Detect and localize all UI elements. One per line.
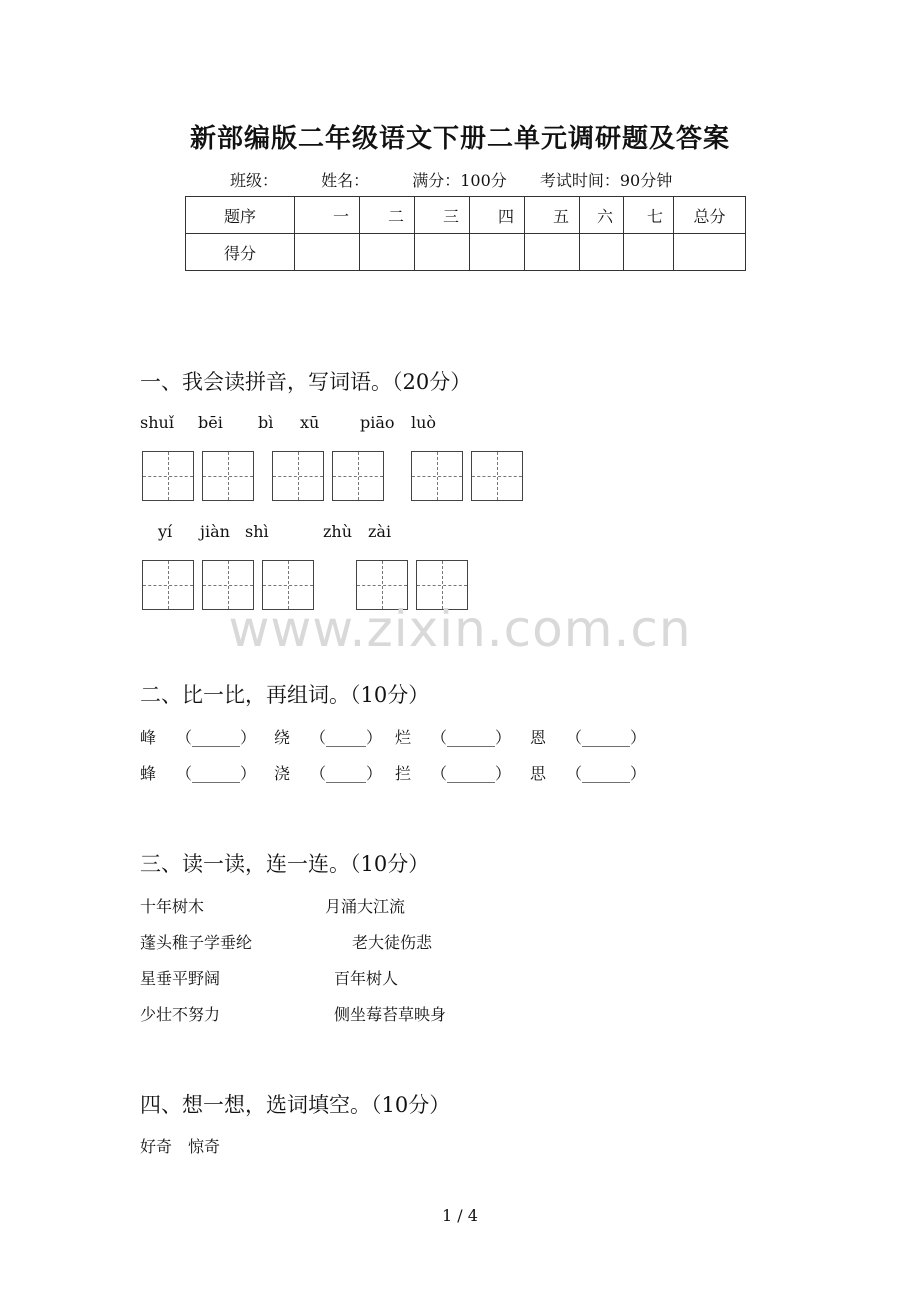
word-blank[interactable]: （______） bbox=[566, 764, 647, 783]
score-table-score-row bbox=[186, 234, 746, 271]
page-title: 新部编版二年级语文下册二单元调研题及答案 bbox=[189, 124, 730, 154]
score-table-header-row bbox=[186, 197, 746, 234]
score-header-cell: 六 bbox=[580, 197, 624, 234]
writing-grid[interactable] bbox=[142, 451, 194, 501]
match-right-item[interactable]: 老大徒伤悲 bbox=[352, 933, 433, 952]
writing-grid[interactable] bbox=[202, 451, 254, 501]
compare-row-1 bbox=[140, 725, 156, 748]
page-number: 1 / 4 bbox=[442, 1206, 478, 1225]
pinyin: zhù bbox=[323, 522, 353, 541]
match-left-item[interactable]: 蓬头稚子学垂纶 bbox=[140, 933, 253, 952]
pinyin: zài bbox=[368, 522, 392, 541]
score-header-cell: 一 bbox=[295, 197, 360, 234]
compare-char: 思 bbox=[530, 764, 547, 783]
match-left-item[interactable]: 十年树木 bbox=[140, 897, 205, 916]
match-left-item[interactable]: 少壮不努力 bbox=[140, 1005, 221, 1024]
watermark: www.zixin.com.cn bbox=[228, 600, 692, 658]
compare-char: 恩 bbox=[530, 728, 547, 747]
match-right-item[interactable]: 月涌大江流 bbox=[325, 897, 406, 916]
pinyin: bēi bbox=[198, 413, 223, 432]
pinyin: shì bbox=[245, 522, 269, 541]
pinyin: xū bbox=[300, 413, 320, 432]
section4-heading: 四、想一想，选词填空。（10分） bbox=[140, 1093, 451, 1117]
score-cell[interactable] bbox=[415, 234, 470, 271]
score-cell[interactable] bbox=[360, 234, 415, 271]
score-cell[interactable] bbox=[525, 234, 580, 271]
score-header-cell: 题序 bbox=[186, 197, 295, 234]
match-right-item[interactable]: 百年树人 bbox=[334, 969, 399, 988]
pinyin: piāo bbox=[360, 413, 395, 432]
score-header-cell: 三 bbox=[415, 197, 470, 234]
class-label: 班级： bbox=[230, 171, 279, 190]
section2-heading: 二、比一比，再组词。（10分） bbox=[140, 683, 430, 707]
score-table bbox=[185, 196, 746, 271]
compare-char: 峰 bbox=[140, 728, 157, 747]
score-header-cell: 四 bbox=[470, 197, 525, 234]
score-row-label: 得分 bbox=[186, 234, 295, 271]
word-blank[interactable]: （______） bbox=[176, 728, 257, 747]
compare-char: 拦 bbox=[395, 764, 412, 783]
score-header-cell: 七 bbox=[624, 197, 674, 234]
pinyin: shuǐ bbox=[140, 413, 174, 432]
compare-char: 烂 bbox=[395, 728, 412, 747]
compare-char: 浇 bbox=[274, 764, 291, 783]
pinyin: jiàn bbox=[200, 522, 230, 541]
word-blank[interactable]: （______） bbox=[431, 764, 512, 783]
word-blank[interactable]: （______） bbox=[176, 764, 257, 783]
compare-char: 蜂 bbox=[140, 764, 157, 783]
compare-char: 绕 bbox=[274, 728, 291, 747]
score-header-cell: 总分 bbox=[674, 197, 746, 234]
word-blank[interactable]: （______） bbox=[566, 728, 647, 747]
name-label: 姓名： bbox=[321, 171, 370, 190]
exam-time: 考试时间：90分钟 bbox=[539, 171, 673, 190]
score-header-cell: 二 bbox=[360, 197, 415, 234]
word-choices: 好奇 惊奇 bbox=[140, 1137, 221, 1156]
score-cell[interactable] bbox=[624, 234, 674, 271]
score-cell[interactable] bbox=[580, 234, 624, 271]
exam-info bbox=[230, 168, 710, 191]
section1-heading: 一、我会读拼音，写词语。（20分） bbox=[140, 370, 472, 394]
writing-grid[interactable] bbox=[471, 451, 523, 501]
writing-grid[interactable] bbox=[272, 451, 324, 501]
score-cell[interactable] bbox=[674, 234, 746, 271]
word-blank[interactable]: （_____） bbox=[310, 728, 383, 747]
score-cell[interactable] bbox=[470, 234, 525, 271]
full-score: 满分：100分 bbox=[412, 171, 507, 190]
pinyin: yí bbox=[158, 522, 173, 541]
writing-grid[interactable] bbox=[411, 451, 463, 501]
word-blank[interactable]: （_____） bbox=[310, 764, 383, 783]
match-left-item[interactable]: 星垂平野阔 bbox=[140, 969, 221, 988]
score-cell[interactable] bbox=[295, 234, 360, 271]
section3-heading: 三、读一读，连一连。（10分） bbox=[140, 852, 430, 876]
score-header-cell: 五 bbox=[525, 197, 580, 234]
word-blank[interactable]: （______） bbox=[431, 728, 512, 747]
writing-grid[interactable] bbox=[332, 451, 384, 501]
pinyin: luò bbox=[411, 413, 437, 432]
pinyin: bì bbox=[258, 413, 274, 432]
match-right-item[interactable]: 侧坐莓苔草映身 bbox=[334, 1005, 447, 1024]
